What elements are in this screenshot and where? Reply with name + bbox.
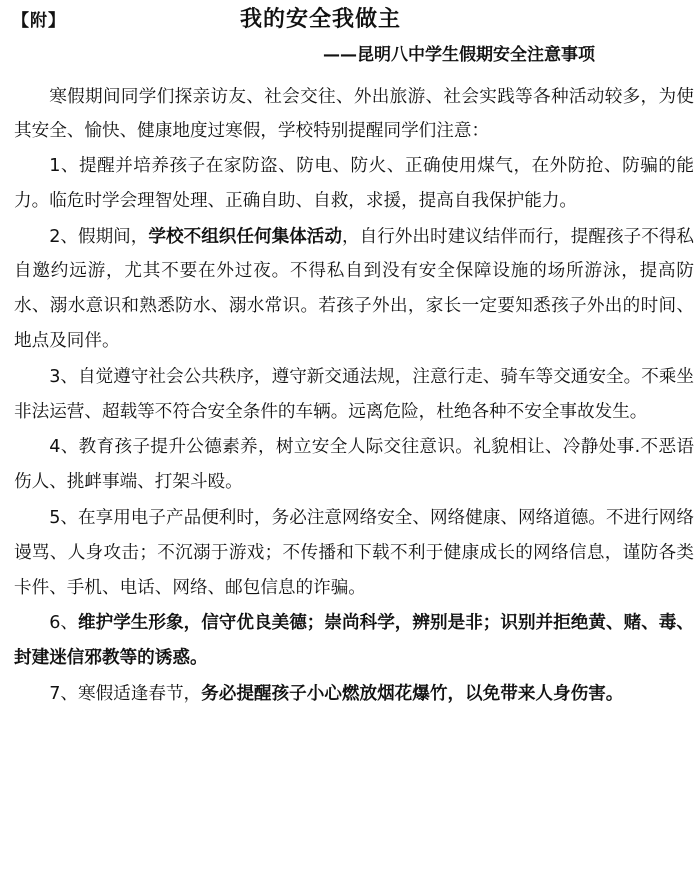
item-6-emphasis: 维护学生形象，信守优良美德；崇尚科学，辨别是非；识别并拒绝黄、赌、毒、封建迷信邪教等的诱惑。 [14, 613, 694, 669]
page-title: 我的安全我做主 [240, 7, 402, 32]
item-7-emphasis: 务必提醒孩子小心燃放烟花爆竹，以免带来人身伤害。 [201, 683, 624, 704]
item-5 [14, 501, 694, 605]
item-2-lead: 2、假期间， [49, 226, 149, 247]
item-1 [14, 149, 694, 219]
item-2 [14, 220, 694, 359]
item-2-text: ，自行外出时建议结伴而行，提醒孩子不得私自邀约远游，尤其不要在外过夜。不得私自到没有安全保障设施的场所游泳，提高防水、溺水意识和熟悉防水、溺水常识。若孩子外出，家长一定要知悉孩子外出的时间、地点及同伴。 [14, 226, 694, 351]
item-1-text: 1、提醒并培养孩子在家防盗、防电、防火、正确使用煤气，在外防抢、防骗的能力。临危时学会理智处理、正确自助、自救，求援，提高自我保护能力。 [14, 156, 694, 211]
item-3 [14, 360, 694, 430]
item-6-lead: 6、 [49, 613, 78, 634]
item-5-text: 5、在享用电子产品便利时，务必注意网络安全、网络健康、网络道德。不进行网络谩骂、人身攻击；不沉溺于游戏；不传播和下载不利于健康成长的网络信息，谨防各类卡件、手机、电话、网络、邮包信息的诈骗。 [14, 507, 694, 598]
item-2-emphasis: 学校不组织任何集体活动 [148, 226, 342, 247]
item-4 [14, 430, 694, 500]
item-7 [14, 677, 694, 712]
item-6 [14, 606, 694, 676]
item-3-text: 3、自觉遵守社会公共秩序，遵守新交通法规，注意行走、骑车等交通安全。不乘坐非法运营、超载等不符合安全条件的车辆。远离危险，杜绝各种不安全事故发生。 [14, 366, 694, 422]
document-header [0, 0, 700, 36]
item-7-lead: 7、寒假适逢春节， [49, 683, 202, 704]
page-subtitle: ——昆明八中学生假期安全注意事项 [323, 45, 595, 65]
item-4-text: 4、教育孩子提升公德素养，树立安全人际交往意识。礼貌相让、冷静处事.不恶语伤人、挑衅事端、打架斗殴。 [14, 437, 694, 493]
intro-paragraph: 寒假期间同学们探亲访友、社会交往、外出旅游、社会实践等各种活动较多，为使其安全、愉快、健康地度过寒假，学校特别提醒同学们注意： [14, 87, 694, 141]
document-body [14, 80, 694, 712]
appendix-tag: 【附】 [12, 11, 66, 31]
